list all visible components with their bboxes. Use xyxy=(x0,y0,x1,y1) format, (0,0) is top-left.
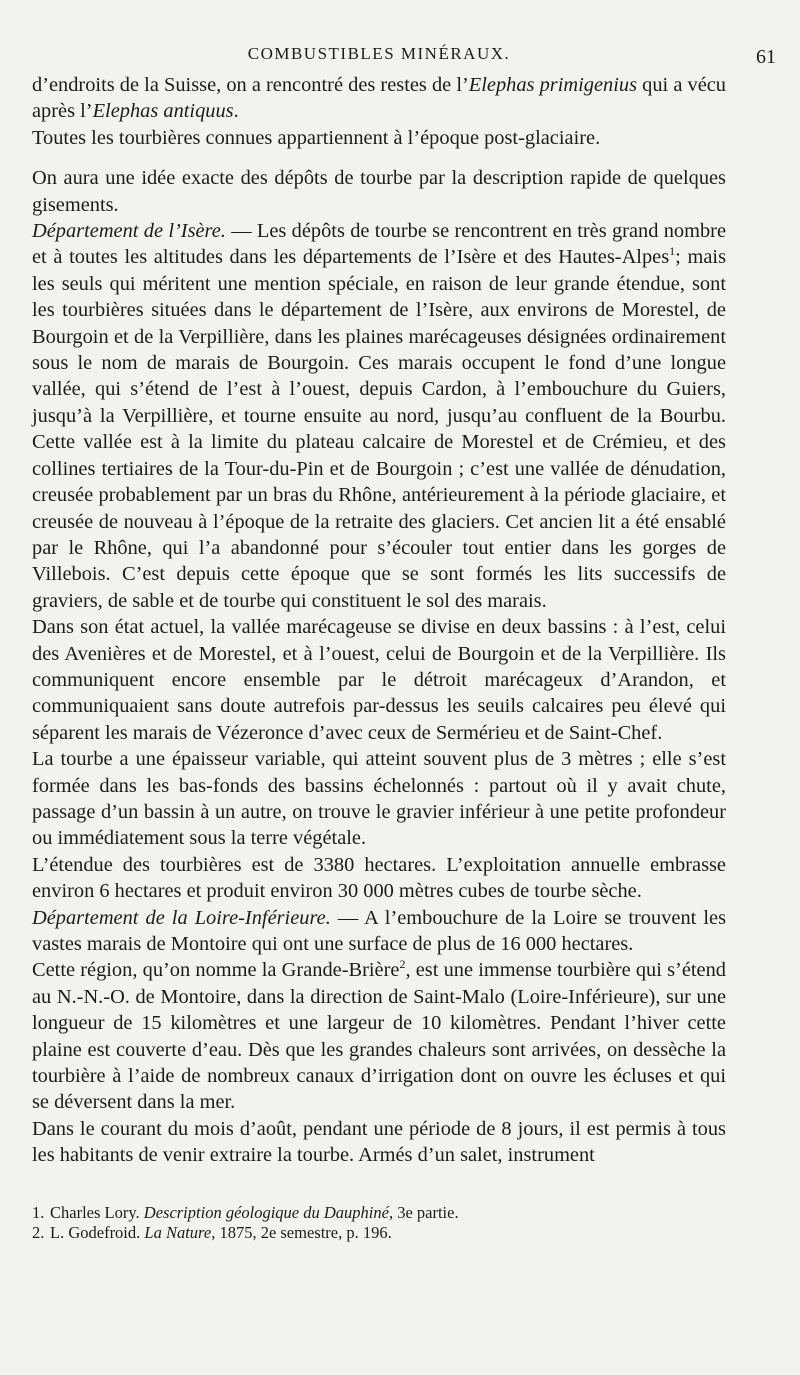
text-run: qui a vécu après l’ xyxy=(32,74,727,123)
text-run: — Les dépôts de tourbe se rencontrent en très grand nombre et à toutes les altitudes dans les départements de l’Isère et des Hautes-Alpes xyxy=(32,220,726,269)
paragraph-isere xyxy=(32,218,726,614)
text-run: . xyxy=(233,100,239,123)
text-run: Cette région, qu’on nomme la Grande-Brière xyxy=(32,959,400,982)
footnote-number: 1. xyxy=(32,1202,45,1222)
text-run: — A l’embouchure de la Loire se trouvent les vastes marais de Montoire qui ont une surface de plus de 16 000 hectares. xyxy=(32,906,727,955)
paragraph-epaisseur: La tourbe a une épaisseur variable, qui atteint souvent plus de 3 mètres ; elle s’est formée dans les bas-fonds des bassins échelonnés : partout où il y avait chute, passage d’un bassin à un autre, on trouve le gravier inférieur à une petite profondeur ou immédiatement sous la terre végétale. xyxy=(32,748,726,850)
footnote-title: La Nature xyxy=(144,1222,212,1242)
footnote-author: L. Godefroid. xyxy=(50,1222,145,1242)
section-heading-loire: Département de la Loire-Inférieure. xyxy=(32,906,331,929)
paragraph-etendue: L’étendue des tourbières est de 3380 hectares. L’exploitation annuelle embrasse environ 6 hectares et produit environ 30 000 mètres cubes de tourbe sèche. xyxy=(32,853,726,903)
paragraph-intro-gisements: On aura une idée exacte des dépôts de tourbe par la description rapide de quelques gisements. xyxy=(32,167,726,216)
footnote-number: 2. xyxy=(32,1222,45,1242)
paragraph-loire xyxy=(32,905,726,958)
footnote-detail: , 1875, 2e semestre, p. 196. xyxy=(211,1222,392,1242)
running-title: COMBUSTIBLES MINÉRAUX. xyxy=(247,44,511,63)
page-number: 61 xyxy=(756,46,776,68)
paragraph-aout: Dans le courant du mois d’août, pendant une période de 8 jours, il est permis à tous les habitants de venir extraire la tourbe. Armés d’un salet, instrument xyxy=(32,1117,726,1167)
species-name: Elephas antiquus xyxy=(92,100,234,123)
footnote-1 xyxy=(32,1203,726,1223)
text-run: , est une immense tourbière qui s’étend au N.-N.-O. de Montoire, dans la direction de Saint-Malo (Loire-Inférieure), sur une longueur de 15 kilomètres et une largeur de 10 kilomètres. Pendant l’hiver cette plaine est couverte d’eau. Dès que les grandes chaleurs sont arrivées, on dessèche la tourbière à l’aide de nombreux canaux d’irrigation dont on ouvre les écluses et qui se déversent dans la mer. xyxy=(32,959,726,1114)
species-name: Elephas primigenius xyxy=(468,74,638,96)
paragraph-post-glaciaire: Toutes les tourbières connues appartiennent à l’époque post-glaciaire. xyxy=(32,126,601,149)
paragraph-elephas xyxy=(32,72,726,125)
footnote-title: Description géologique du Dauphiné xyxy=(143,1202,389,1222)
footnote-ref-1[interactable]: 1 xyxy=(669,244,676,259)
running-head xyxy=(32,30,776,68)
paragraph-bassins: Dans son état actuel, la vallée marécageuse se divise en deux bassins : à l’est, celui des Avenières et de Morestel, et à l’ouest, celui de Bourgoin et de la Verpillière. Ils communiquent encore ensemble par le détroit marécageux d’Arandon, et communiquaient sans doute autrefois par-dessus les seuils calcaires peu élevé qui séparent les marais de Vézeronce d’avec ceux de Sermérieu et de Saint-Chef. xyxy=(32,616,726,744)
footnote-2 xyxy=(32,1223,726,1243)
body-text xyxy=(32,72,726,1169)
paragraph-grande-briere xyxy=(32,957,726,1115)
text-run: d’endroits de la Suisse, on a rencontré des restes de l’ xyxy=(32,74,469,96)
section-heading-isere: Département de l’Isère. xyxy=(32,220,226,243)
text-run: ; mais les seuls qui méritent une mention spéciale, en raison de leur grande étendue, sont les tourbières situées dans le département de l’Isère, aux environs de Morestel, de Bourgoin et de la Verpillière, dans les plaines marécageuses désignées ordinairement sous le nom de marais de Bourgoin. Ces marais occupent le fond d’une longue vallée, qui s’étend de l’est à l’ouest, depuis Cardon, à l’embouchure du Guiers, jusqu’à la Verpillière, et tourne ensuite au nord, jusqu’au confluent de la Bourbu. Cette vallée est à la limite du plateau calcaire de Morestel et de Crémieu, et des collines tertiaires de la Tour-du-Pin et de Bourgoin ; c’est une vallée de dénudation, creusée probablement par un bras du Rhône, antérieurement à la période glaciaire, et creusée de nouveau à l’époque de la retraite des glaciers. Cet ancien lit a été ensablé par le Rhône, qui l’a abandonné pour s’écouler tout entier dans les gorges de Villebois. C’est depuis cette époque que se sont formés les lits successifs de graviers, de sable et de tourbe qui constituent le sol des marais. xyxy=(32,246,727,612)
footnote-author: Charles Lory. xyxy=(50,1202,144,1222)
footnote-detail: , 3e partie. xyxy=(388,1202,459,1222)
footnotes xyxy=(32,1203,726,1243)
footnote-ref-2[interactable]: 2 xyxy=(399,957,406,972)
spacer xyxy=(32,151,726,165)
